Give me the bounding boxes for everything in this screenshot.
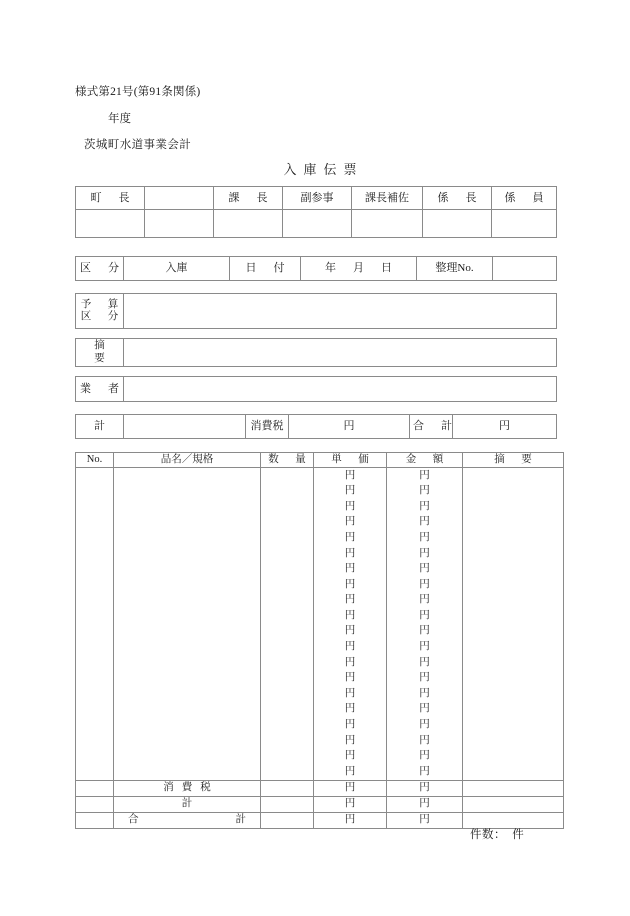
header-no: No. bbox=[76, 453, 114, 468]
items-header-row bbox=[76, 453, 564, 468]
cell-amount[interactable]: 円 bbox=[387, 515, 463, 531]
cell-name-spec[interactable] bbox=[114, 499, 261, 515]
cell-unit-price[interactable]: 円 bbox=[314, 499, 387, 515]
cell-name-spec[interactable] bbox=[114, 702, 261, 718]
cell-no[interactable] bbox=[76, 577, 114, 593]
totals-row bbox=[76, 415, 557, 439]
approval-stamp-deputy-councilor[interactable] bbox=[283, 210, 352, 238]
cell-quantity[interactable] bbox=[261, 655, 314, 671]
header-quantity: 数 量 bbox=[261, 453, 314, 468]
cell-name-spec[interactable] bbox=[114, 546, 261, 562]
cell-quantity[interactable] bbox=[261, 686, 314, 702]
footer-cell-no bbox=[76, 796, 114, 812]
table-row bbox=[76, 484, 564, 500]
cell-name-spec[interactable] bbox=[114, 640, 261, 656]
footer-label-grand-total-right: 計 bbox=[235, 814, 246, 826]
cell-no[interactable] bbox=[76, 484, 114, 500]
cell-amount[interactable]: 円 bbox=[387, 562, 463, 578]
cell-unit-price[interactable]: 円 bbox=[314, 655, 387, 671]
cell-note[interactable] bbox=[463, 593, 564, 609]
approval-stamp-blank[interactable] bbox=[145, 210, 214, 238]
footer-cell-quantity[interactable] bbox=[261, 780, 314, 796]
cell-note[interactable] bbox=[463, 546, 564, 562]
cell-no[interactable] bbox=[76, 530, 114, 546]
summary-label bbox=[76, 339, 124, 367]
cell-note[interactable] bbox=[463, 608, 564, 624]
table-row bbox=[76, 468, 564, 484]
cell-unit-price[interactable]: 円 bbox=[314, 468, 387, 484]
cell-quantity[interactable] bbox=[261, 702, 314, 718]
cell-amount[interactable]: 円 bbox=[387, 624, 463, 640]
budget-value[interactable] bbox=[124, 294, 557, 329]
footer-cell-amount[interactable]: 円 bbox=[387, 812, 463, 828]
cell-quantity[interactable] bbox=[261, 671, 314, 687]
cell-note[interactable] bbox=[463, 530, 564, 546]
cell-name-spec[interactable] bbox=[114, 577, 261, 593]
date-label: 日 付 bbox=[230, 257, 301, 281]
cell-note[interactable] bbox=[463, 718, 564, 734]
footer-cell-note[interactable] bbox=[463, 780, 564, 796]
approval-stamp-row bbox=[76, 210, 557, 238]
approval-label-mayor: 町 長 bbox=[76, 187, 145, 210]
cell-unit-price[interactable]: 円 bbox=[314, 577, 387, 593]
fiscal-year-label: 年度 bbox=[108, 113, 131, 125]
budget-label bbox=[76, 294, 124, 329]
account-name: 茨城町水道事業会計 bbox=[84, 139, 192, 151]
cell-no[interactable] bbox=[76, 546, 114, 562]
table-row bbox=[76, 624, 564, 640]
table-row bbox=[76, 718, 564, 734]
cell-amount[interactable]: 円 bbox=[387, 749, 463, 765]
cell-name-spec[interactable] bbox=[114, 686, 261, 702]
footer-cell-no bbox=[76, 812, 114, 828]
seiri-no-label: 整理No. bbox=[417, 257, 493, 281]
cell-no[interactable] bbox=[76, 608, 114, 624]
classification-table bbox=[75, 256, 557, 281]
cell-quantity[interactable] bbox=[261, 499, 314, 515]
page-title: 入庫伝票 bbox=[283, 162, 364, 177]
cell-unit-price[interactable]: 円 bbox=[314, 562, 387, 578]
cell-no[interactable] bbox=[76, 686, 114, 702]
cell-quantity[interactable] bbox=[261, 608, 314, 624]
table-row bbox=[76, 702, 564, 718]
classification-row bbox=[76, 257, 557, 281]
approval-stamp-assistant-chief[interactable] bbox=[352, 210, 423, 238]
tax-value[interactable]: 円 bbox=[289, 415, 410, 439]
summary-value[interactable] bbox=[124, 339, 557, 367]
cell-note[interactable] bbox=[463, 764, 564, 780]
approval-header-row bbox=[76, 187, 557, 210]
subtotal-value[interactable] bbox=[124, 415, 246, 439]
cell-note[interactable] bbox=[463, 733, 564, 749]
cell-note[interactable] bbox=[463, 671, 564, 687]
cell-name-spec[interactable] bbox=[114, 484, 261, 500]
kubun-value[interactable]: 入庫 bbox=[124, 257, 230, 281]
items-table-head bbox=[76, 453, 564, 468]
totals-table bbox=[75, 414, 557, 439]
footer-cell-amount[interactable]: 円 bbox=[387, 796, 463, 812]
form-number: 様式第21号(第91条関係) bbox=[75, 86, 201, 98]
approval-table bbox=[75, 186, 557, 238]
footer-label-subtotal: 計 bbox=[114, 796, 261, 812]
cell-name-spec[interactable] bbox=[114, 655, 261, 671]
table-row bbox=[76, 546, 564, 562]
table-row bbox=[76, 749, 564, 765]
header-unit-price: 単 価 bbox=[314, 453, 387, 468]
approval-label-group-leader: 係 長 bbox=[423, 187, 492, 210]
budget-row bbox=[76, 294, 557, 329]
cell-name-spec[interactable] bbox=[114, 749, 261, 765]
cell-name-spec[interactable] bbox=[114, 530, 261, 546]
vendor-value[interactable] bbox=[124, 377, 557, 402]
cell-note[interactable] bbox=[463, 468, 564, 484]
cell-note[interactable] bbox=[463, 749, 564, 765]
cell-unit-price[interactable]: 円 bbox=[314, 515, 387, 531]
footer-label-grand-total-left: 合 bbox=[128, 814, 139, 826]
table-row bbox=[76, 515, 564, 531]
grand-total-label: 合 計 bbox=[410, 415, 453, 439]
footer-cell-unit-price[interactable]: 円 bbox=[314, 780, 387, 796]
cell-note[interactable] bbox=[463, 484, 564, 500]
cell-unit-price[interactable]: 円 bbox=[314, 671, 387, 687]
table-row bbox=[76, 655, 564, 671]
vendor-row bbox=[76, 377, 557, 402]
table-row bbox=[76, 499, 564, 515]
cell-quantity[interactable] bbox=[261, 640, 314, 656]
cell-amount[interactable]: 円 bbox=[387, 530, 463, 546]
cell-name-spec[interactable] bbox=[114, 593, 261, 609]
cell-quantity[interactable] bbox=[261, 733, 314, 749]
cell-amount[interactable]: 円 bbox=[387, 468, 463, 484]
cell-name-spec[interactable] bbox=[114, 468, 261, 484]
table-row bbox=[76, 640, 564, 656]
cell-no[interactable] bbox=[76, 671, 114, 687]
cell-name-spec[interactable] bbox=[114, 764, 261, 780]
footer-cell-note[interactable] bbox=[463, 796, 564, 812]
items-footer-row bbox=[76, 796, 564, 812]
footer-cell-unit-price[interactable]: 円 bbox=[314, 796, 387, 812]
cell-no[interactable] bbox=[76, 593, 114, 609]
cell-amount[interactable]: 円 bbox=[387, 655, 463, 671]
header-amount: 金 額 bbox=[387, 453, 463, 468]
cell-amount[interactable]: 円 bbox=[387, 733, 463, 749]
approval-stamp-group-leader[interactable] bbox=[423, 210, 492, 238]
approval-label-deputy-councilor: 副参事 bbox=[283, 187, 352, 210]
cell-no[interactable] bbox=[76, 640, 114, 656]
cell-quantity[interactable] bbox=[261, 562, 314, 578]
cell-amount[interactable]: 円 bbox=[387, 686, 463, 702]
items-table-body bbox=[76, 468, 564, 781]
cell-amount[interactable]: 円 bbox=[387, 608, 463, 624]
cell-amount[interactable]: 円 bbox=[387, 718, 463, 734]
items-table bbox=[75, 452, 564, 829]
footer-cell-quantity[interactable] bbox=[261, 796, 314, 812]
cell-amount[interactable]: 円 bbox=[387, 593, 463, 609]
cell-amount[interactable]: 円 bbox=[387, 577, 463, 593]
cell-name-spec[interactable] bbox=[114, 515, 261, 531]
cell-unit-price[interactable]: 円 bbox=[314, 686, 387, 702]
table-row bbox=[76, 593, 564, 609]
budget-label-line1: 予 算 bbox=[80, 298, 122, 310]
cell-quantity[interactable] bbox=[261, 546, 314, 562]
cell-note[interactable] bbox=[463, 577, 564, 593]
cell-unit-price[interactable]: 円 bbox=[314, 733, 387, 749]
cell-name-spec[interactable] bbox=[114, 733, 261, 749]
cell-unit-price[interactable]: 円 bbox=[314, 749, 387, 765]
cell-quantity[interactable] bbox=[261, 577, 314, 593]
cell-unit-price[interactable]: 円 bbox=[314, 718, 387, 734]
table-row bbox=[76, 608, 564, 624]
table-row bbox=[76, 562, 564, 578]
cell-name-spec[interactable] bbox=[114, 624, 261, 640]
approval-label-section-chief: 課 長 bbox=[214, 187, 283, 210]
cell-no[interactable] bbox=[76, 515, 114, 531]
tax-label: 消費税 bbox=[246, 415, 289, 439]
cell-quantity[interactable] bbox=[261, 484, 314, 500]
cell-quantity[interactable] bbox=[261, 593, 314, 609]
budget-label-line2: 区 分 bbox=[80, 311, 122, 322]
header-name-spec: 品名／規格 bbox=[114, 453, 261, 468]
cell-amount[interactable]: 円 bbox=[387, 671, 463, 687]
footer-cell-unit-price[interactable]: 円 bbox=[314, 812, 387, 828]
cell-note[interactable] bbox=[463, 499, 564, 515]
cell-note[interactable] bbox=[463, 686, 564, 702]
table-row bbox=[76, 577, 564, 593]
cell-quantity[interactable] bbox=[261, 718, 314, 734]
cell-unit-price[interactable]: 円 bbox=[314, 546, 387, 562]
cell-no[interactable] bbox=[76, 718, 114, 734]
cell-no[interactable] bbox=[76, 733, 114, 749]
summary-label-line2: 要 bbox=[94, 352, 105, 364]
cell-note[interactable] bbox=[463, 624, 564, 640]
cell-no[interactable] bbox=[76, 499, 114, 515]
cell-unit-price[interactable]: 円 bbox=[314, 764, 387, 780]
cell-amount[interactable]: 円 bbox=[387, 546, 463, 562]
cell-name-spec[interactable] bbox=[114, 718, 261, 734]
cell-note[interactable] bbox=[463, 640, 564, 656]
vendor-label: 業 者 bbox=[76, 377, 124, 402]
cell-no[interactable] bbox=[76, 468, 114, 484]
summary-row bbox=[76, 339, 557, 367]
cell-quantity[interactable] bbox=[261, 468, 314, 484]
cell-unit-price[interactable]: 円 bbox=[314, 640, 387, 656]
approval-stamp-staff[interactable] bbox=[492, 210, 557, 238]
cell-name-spec[interactable] bbox=[114, 608, 261, 624]
cell-amount[interactable]: 円 bbox=[387, 499, 463, 515]
approval-label-staff: 係 員 bbox=[492, 187, 557, 210]
date-value[interactable]: 年 月 日 bbox=[301, 257, 417, 281]
footer-label-grand-total bbox=[114, 812, 261, 828]
table-row bbox=[76, 764, 564, 780]
cell-amount[interactable]: 円 bbox=[387, 702, 463, 718]
cell-no[interactable] bbox=[76, 749, 114, 765]
summary-table bbox=[75, 338, 557, 367]
cell-note[interactable] bbox=[463, 655, 564, 671]
vendor-table bbox=[75, 376, 557, 402]
cell-amount[interactable]: 円 bbox=[387, 484, 463, 500]
cell-no[interactable] bbox=[76, 562, 114, 578]
cell-note[interactable] bbox=[463, 562, 564, 578]
cell-unit-price[interactable]: 円 bbox=[314, 608, 387, 624]
cell-quantity[interactable] bbox=[261, 624, 314, 640]
cell-quantity[interactable] bbox=[261, 515, 314, 531]
items-footer-row bbox=[76, 780, 564, 796]
footer-cell-amount[interactable]: 円 bbox=[387, 780, 463, 796]
cell-quantity[interactable] bbox=[261, 749, 314, 765]
table-row bbox=[76, 671, 564, 687]
table-row bbox=[76, 530, 564, 546]
table-row bbox=[76, 733, 564, 749]
cell-no[interactable] bbox=[76, 764, 114, 780]
subtotal-label: 計 bbox=[76, 415, 124, 439]
cell-unit-price[interactable]: 円 bbox=[314, 530, 387, 546]
budget-classification-table bbox=[75, 293, 557, 329]
approval-stamp-section-chief[interactable] bbox=[214, 210, 283, 238]
approval-label-assistant-chief: 課長補佐 bbox=[352, 187, 423, 210]
seiri-no-value[interactable] bbox=[493, 257, 557, 281]
cell-unit-price[interactable]: 円 bbox=[314, 624, 387, 640]
cell-no[interactable] bbox=[76, 624, 114, 640]
footer-cell-no bbox=[76, 780, 114, 796]
grand-total-value[interactable]: 円 bbox=[453, 415, 557, 439]
items-table-foot bbox=[76, 780, 564, 828]
cell-quantity[interactable] bbox=[261, 764, 314, 780]
cell-note[interactable] bbox=[463, 515, 564, 531]
cell-quantity[interactable] bbox=[261, 530, 314, 546]
cell-no[interactable] bbox=[76, 655, 114, 671]
approval-label-blank bbox=[145, 187, 214, 210]
cell-no[interactable] bbox=[76, 702, 114, 718]
cell-unit-price[interactable]: 円 bbox=[314, 702, 387, 718]
table-row bbox=[76, 686, 564, 702]
footer-cell-quantity[interactable] bbox=[261, 812, 314, 828]
cell-note[interactable] bbox=[463, 702, 564, 718]
cell-amount[interactable]: 円 bbox=[387, 764, 463, 780]
cell-amount[interactable]: 円 bbox=[387, 640, 463, 656]
count-note: 件数： 件 bbox=[470, 829, 525, 841]
cell-name-spec[interactable] bbox=[114, 562, 261, 578]
cell-name-spec[interactable] bbox=[114, 671, 261, 687]
cell-unit-price[interactable]: 円 bbox=[314, 484, 387, 500]
header-note: 摘 要 bbox=[463, 453, 564, 468]
footer-label-tax: 消費税 bbox=[114, 780, 261, 796]
approval-stamp-mayor[interactable] bbox=[76, 210, 145, 238]
summary-label-line1: 摘 bbox=[94, 340, 105, 352]
kubun-label: 区 分 bbox=[76, 257, 124, 281]
cell-unit-price[interactable]: 円 bbox=[314, 593, 387, 609]
